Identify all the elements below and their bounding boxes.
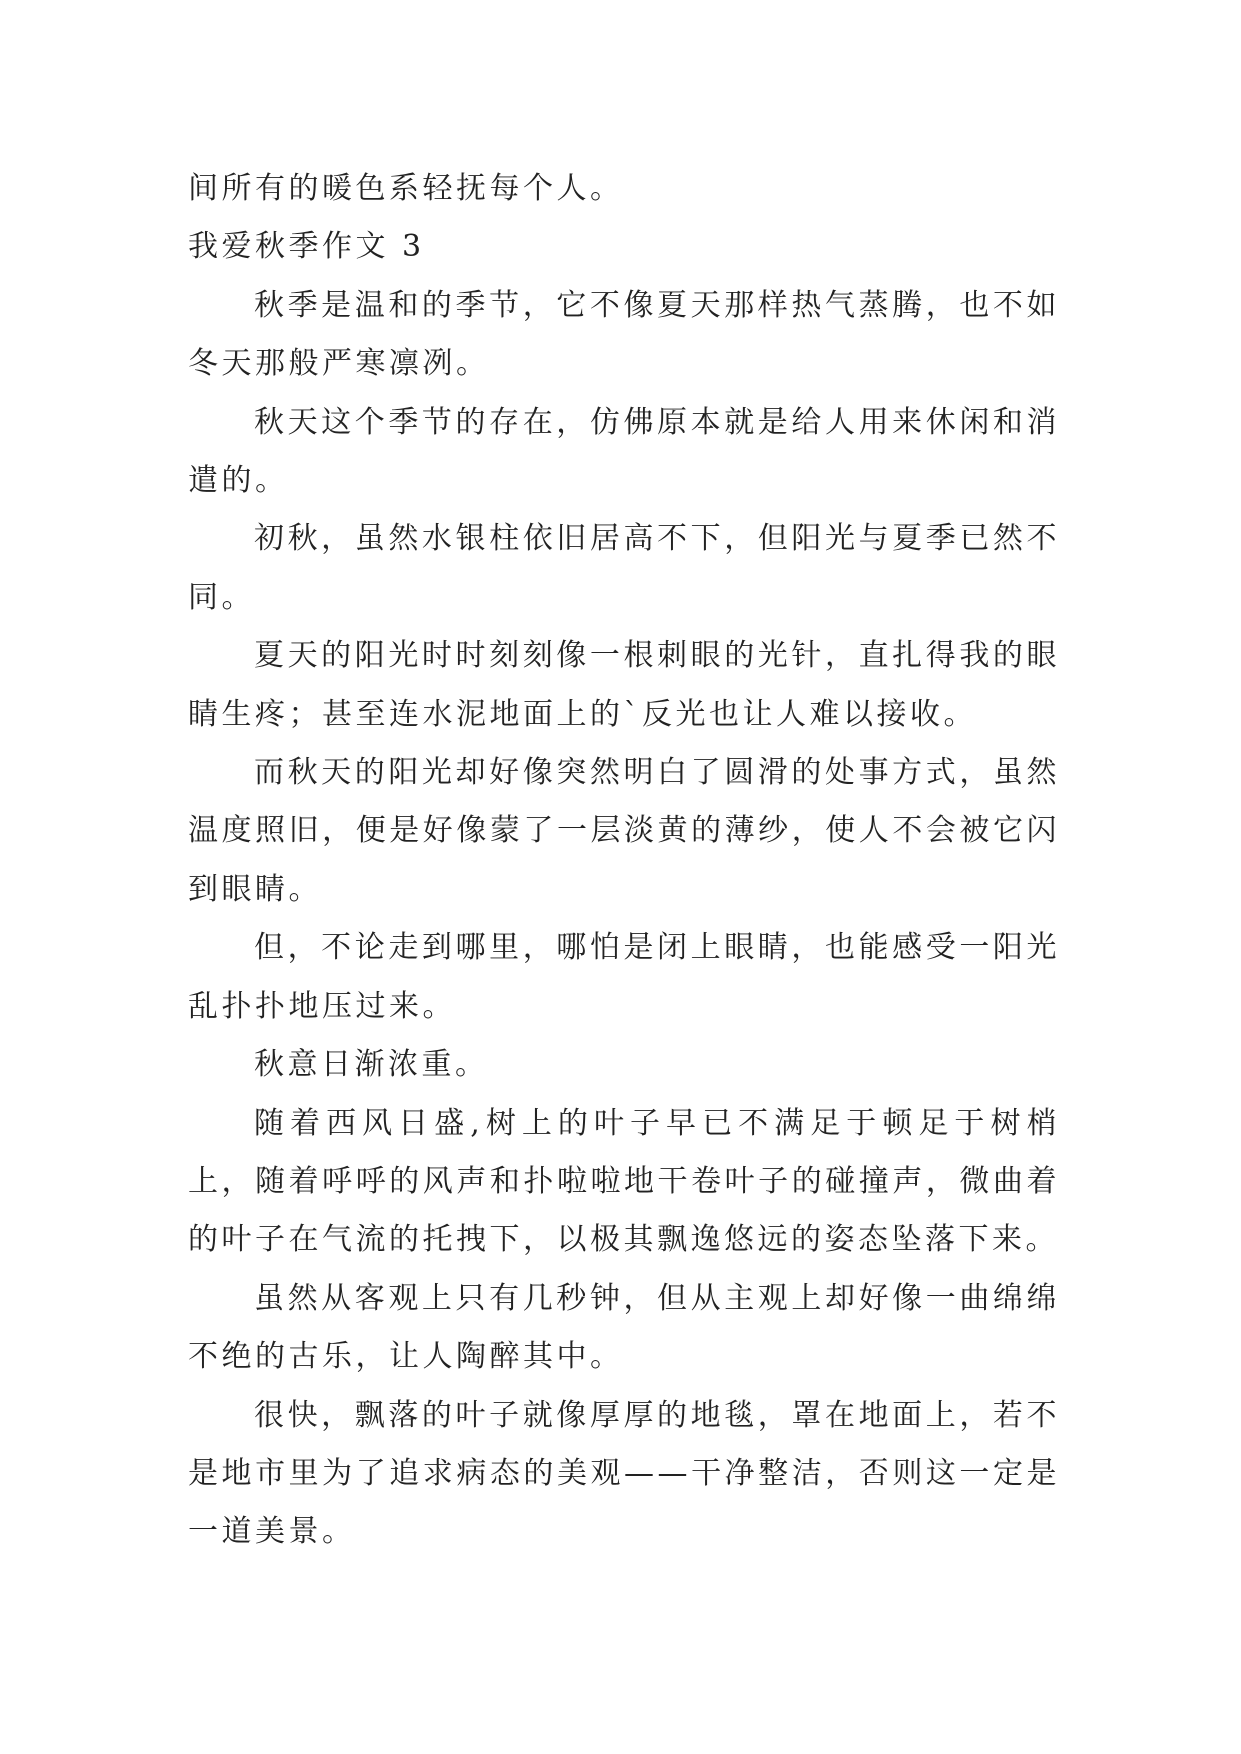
paragraph: 但，不论走到哪里，哪怕是闭上眼睛，也能感受一阳光乱扑扑地压过来。 xyxy=(188,930,1060,1024)
paragraph: 秋意日渐浓重。 xyxy=(254,1047,489,1083)
paragraph: 秋季是温和的季节，它不像夏天那样热气蒸腾，也不如冬天那般严寒凛冽。 xyxy=(188,287,1060,382)
paragraph: 随着西风日盛,树上的叶子早已不满足于顿足于树梢上，随着呼呼的风声和扑啦啦地干卷叶子的碰撞声，微曲着的叶子在气流的托拽下，以极其飘逸悠远的姿态坠落下来。 xyxy=(188,1105,1060,1258)
paragraph: 初秋，虽然水银柱依旧居高不下，但阳光与夏季已然不同。 xyxy=(188,521,1060,615)
paragraph: 虽然从客观上只有几秒钟，但从主观上却好像一曲绵绵不绝的古乐，让人陶醉其中。 xyxy=(188,1280,1060,1375)
essay-heading: 我爱秋季作文 3 xyxy=(188,229,425,265)
document-body xyxy=(188,160,1060,1562)
paragraph: 夏天的阳光时时刻刻像一根刺眼的光针，直扎得我的眼睛生疼；甚至连水泥地面上的`反光也让人难以接收。 xyxy=(188,638,1060,732)
continuation-line: 间所有的暖色系轻抚每个人。 xyxy=(188,171,624,206)
paragraph: 而秋天的阳光却好像突然明白了圆滑的处事方式，虽然温度照旧，便是好像蒙了一层淡黄的薄纱，使人不会被它闪到眼睛。 xyxy=(188,755,1060,907)
paragraph: 很快，飘落的叶子就像厚厚的地毯，罩在地面上，若不是地市里为了追求病态的美观——干净整洁，否则这一定是一道美景。 xyxy=(188,1397,1060,1550)
paragraph: 秋天这个季节的存在，仿佛原本就是给人用来休闲和消遣的。 xyxy=(188,404,1060,499)
